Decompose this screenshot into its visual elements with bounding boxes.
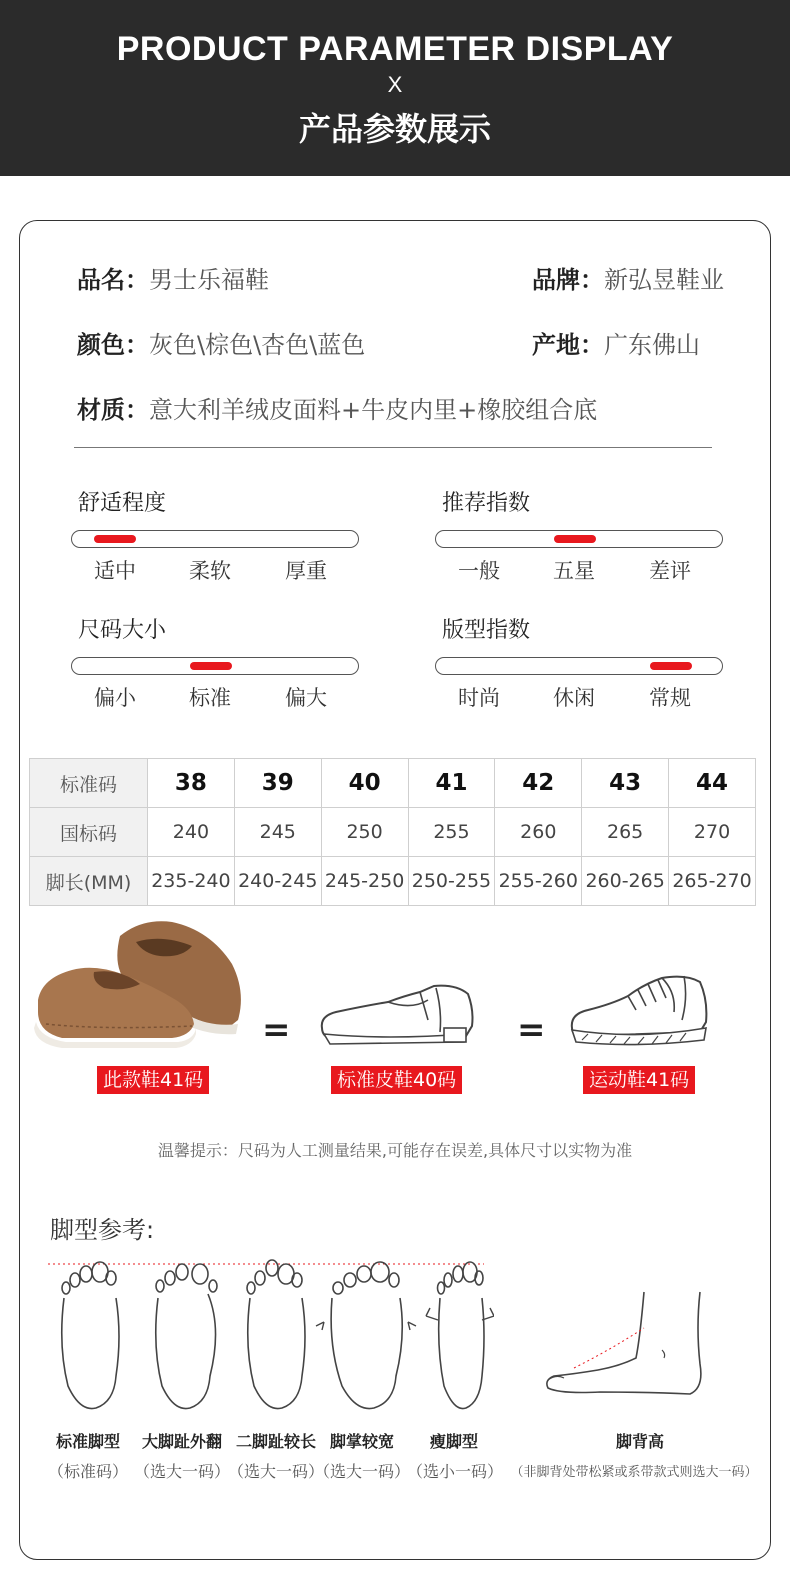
rating-title: 版型指数	[442, 618, 531, 643]
param-brand	[532, 260, 724, 295]
table-cell: 245	[234, 808, 321, 857]
high-instep-foot-icon	[540, 1288, 710, 1408]
tag-leather-shoe: 标准皮鞋40码	[331, 1066, 462, 1094]
rating-option: 常规	[649, 686, 691, 710]
param-brand-label: 品牌：	[532, 266, 604, 294]
rating-option: 偏大	[285, 686, 327, 710]
table-cell: 250	[321, 808, 408, 857]
foot-type-name: 脚掌较宽	[329, 1432, 394, 1451]
table-cell: 44	[669, 759, 756, 808]
rating-option: 厚重	[285, 559, 327, 583]
equals-sign: =	[517, 1010, 546, 1050]
foot-type-name: 瘦脚型	[429, 1432, 478, 1451]
foot-type-note: （标准码）	[47, 1462, 128, 1481]
param-origin	[532, 325, 700, 360]
foot-types-title: 脚型参考:	[50, 1216, 155, 1244]
table-cell: 38	[148, 759, 235, 808]
table-cell: 265	[582, 808, 669, 857]
param-name-label: 品名：	[77, 266, 149, 294]
banner-title-cn: 产品参数展示	[298, 110, 491, 148]
table-cell: 260-265	[582, 857, 669, 906]
rating-track	[435, 530, 723, 548]
rating-option: 一般	[458, 559, 500, 583]
table-row	[30, 759, 756, 808]
foot-type-name: 脚背高	[615, 1432, 664, 1451]
table-cell: 260	[495, 808, 582, 857]
table-cell: 41	[408, 759, 495, 808]
rating-option: 五星	[553, 559, 595, 583]
table-cell: 265-270	[669, 857, 756, 906]
equals-sign: =	[262, 1010, 291, 1050]
tag-this-shoe: 此款鞋41码	[97, 1066, 209, 1094]
foot-type-note: （选大一码）	[227, 1462, 324, 1481]
table-cell: 42	[495, 759, 582, 808]
rating-track	[71, 530, 359, 548]
rating-option: 适中	[94, 559, 136, 583]
param-color-value: 灰色\棕色\杏色\蓝色	[149, 331, 366, 359]
rating-title: 尺码大小	[78, 618, 167, 643]
table-cell: 270	[669, 808, 756, 857]
param-origin-value: 广东佛山	[604, 331, 700, 359]
param-brand-value: 新弘昱鞋业	[604, 266, 724, 294]
bunion-foot-icon	[156, 1264, 217, 1409]
table-row-label: 标准码	[30, 759, 148, 808]
foot-types-illustration	[44, 1256, 494, 1416]
rating-option: 时尚	[458, 686, 500, 710]
foot-type-name: 标准脚型	[55, 1432, 120, 1451]
size-table	[29, 758, 756, 906]
table-cell: 250-255	[408, 857, 495, 906]
table-cell: 245-250	[321, 857, 408, 906]
slim-foot-icon	[426, 1262, 494, 1409]
param-material-label: 材质：	[77, 396, 149, 424]
loafer-image	[32, 912, 244, 1052]
standard-foot-icon	[62, 1262, 119, 1409]
table-cell: 235-240	[148, 857, 235, 906]
rating-indicator	[190, 662, 232, 670]
table-cell: 240-245	[234, 857, 321, 906]
rating-option: 差评	[649, 559, 691, 583]
header-banner	[0, 0, 790, 176]
table-cell: 40	[321, 759, 408, 808]
foot-type-name: 二脚趾较长	[235, 1432, 316, 1451]
table-cell: 43	[582, 759, 669, 808]
table-row-label: 脚长(MM)	[30, 857, 148, 906]
long-second-toe-foot-icon	[247, 1260, 305, 1409]
banner-separator: X	[387, 72, 403, 97]
param-material-value: 意大利羊绒皮面料+牛皮内里+橡胶组合底	[149, 396, 598, 424]
table-row	[30, 857, 756, 906]
rating-option: 偏小	[94, 686, 136, 710]
rating-option: 休闲	[553, 686, 595, 710]
leather-shoe-image	[316, 980, 478, 1050]
table-cell: 255-260	[495, 857, 582, 906]
foot-type-note: （选小一码）	[406, 1462, 503, 1481]
table-cell: 255	[408, 808, 495, 857]
sneaker-image	[566, 970, 712, 1050]
rating-title: 推荐指数	[442, 491, 531, 516]
param-material	[77, 390, 597, 425]
param-color-label: 颜色：	[77, 331, 149, 359]
wide-foot-icon	[316, 1262, 416, 1409]
param-origin-label: 产地：	[532, 331, 604, 359]
param-divider	[74, 447, 712, 448]
foot-type-note: （选大一码）	[313, 1462, 410, 1481]
rating-title: 舒适程度	[78, 491, 167, 516]
foot-type-name: 大脚趾外翻	[141, 1432, 222, 1451]
rating-indicator	[94, 535, 136, 543]
param-color	[77, 325, 365, 360]
param-name-value: 男士乐福鞋	[149, 266, 269, 294]
tag-sport-shoe: 运动鞋41码	[583, 1066, 695, 1094]
size-tip: 温馨提示：尺码为人工测量结果,可能存在误差,具体尺寸以实物为准	[157, 1141, 633, 1160]
rating-track	[71, 657, 359, 675]
rating-track	[435, 657, 723, 675]
rating-indicator	[650, 662, 692, 670]
foot-type-note: （选大一码）	[133, 1462, 230, 1481]
foot-type-note: （非脚背处带松紧或系带款式则选大一码）	[510, 1465, 758, 1480]
rating-option: 标准	[189, 686, 231, 710]
param-name	[77, 260, 269, 295]
table-cell: 240	[148, 808, 235, 857]
table-row	[30, 808, 756, 857]
table-row-label: 国标码	[30, 808, 148, 857]
banner-title-en: PRODUCT PARAMETER DISPLAY	[116, 30, 674, 68]
table-cell: 39	[234, 759, 321, 808]
rating-indicator	[554, 535, 596, 543]
rating-option: 柔软	[189, 559, 231, 583]
